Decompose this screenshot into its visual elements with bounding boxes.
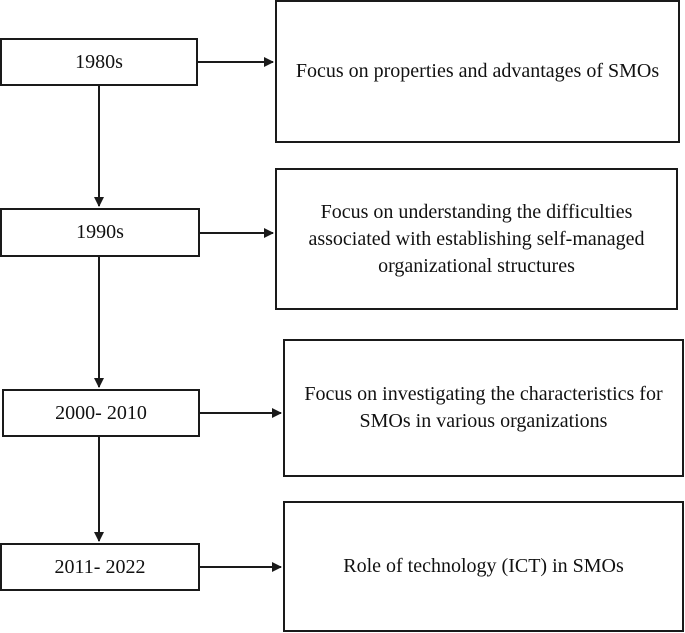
focus-text: Role of technology (ICT) in SMOs (343, 555, 624, 577)
period-label: 1980s (75, 50, 123, 73)
period-label: 1990s (76, 221, 124, 243)
period-label: 2000- 2010 (55, 401, 147, 424)
period-box-2000-2010 (2, 389, 200, 437)
focus-box-2011-2022 (283, 501, 684, 632)
focus-box-2000-2010 (283, 339, 684, 477)
period-box-1980s (0, 38, 198, 86)
period-box-1990s (0, 208, 200, 257)
focus-text: Focus on properties and advantages of SMOs (295, 60, 660, 82)
focus-box-1980s (275, 0, 680, 143)
period-label: 2011- 2022 (54, 555, 146, 578)
period-box-2011-2022 (0, 543, 200, 591)
focus-box-1990s (275, 168, 678, 310)
focus-text: Focus on understanding the difficulties associated with establishing self-managed organizational structures (308, 200, 645, 277)
focus-text: Focus on investigating the characteristics for SMOs in various organizations (304, 383, 663, 432)
